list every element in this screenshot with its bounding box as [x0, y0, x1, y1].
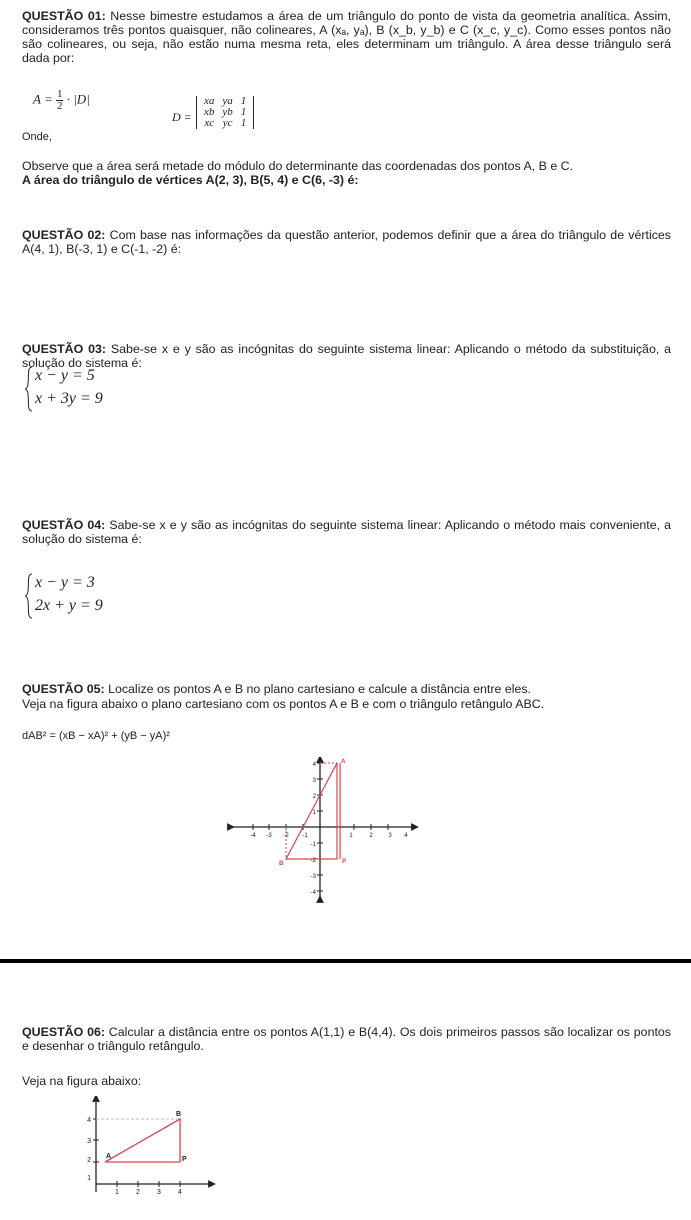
q6-cartesian-graph [72, 1096, 222, 1196]
point-label-a: A [106, 1153, 112, 1160]
page-separator [0, 959, 691, 963]
fraction-numerator: 1 [56, 88, 63, 100]
determinant-matrix [196, 96, 254, 129]
q1-observe: Observe que a área será metade do módulo do determinante das coordenadas dos pontos A, B e C. [22, 159, 574, 173]
det-cell: xa [204, 95, 215, 107]
q3-text: Sabe-se x e y são as incógnitas do seguinte sistema linear: Aplicando o método da substituição, a solução do sistema é: [22, 342, 671, 370]
fraction-denominator: 2 [56, 100, 63, 112]
y-tick-label: -2 [310, 858, 316, 864]
y-tick-label: 3 [87, 1138, 91, 1145]
y-tick-label: 3 [312, 778, 316, 784]
det-cell: 1 [240, 95, 247, 107]
q2-text: Com base nas informações da questão anterior, podemos definir que a área do triângulo de vértices A(4, 1), B(-3, 1) e C(-1, -2) é: [22, 228, 671, 256]
q1-text: Nesse bimestre estudamos a área de um triângulo do ponto de vista da geometria analítica. Assim, consideramos três pontos quaisquer, não colineares, A (xₐ, yₐ), B (x_b, y_b) e C (x_c, y_c). Como esses pontos não são colineares, ou seja, não estão numa mesma reta, eles determinam um triângulo. A área desse triângulo será dada por: [22, 9, 671, 65]
q6-veja: Veja na figura abaixo: [22, 1074, 142, 1088]
y-tick-label: 2 [87, 1157, 91, 1164]
q4-eq1: x − y = 3 [35, 574, 95, 591]
q3-eq2: x + 3y = 9 [35, 390, 103, 407]
q2-paragraph [22, 228, 671, 256]
det-cell: xc [204, 117, 215, 129]
q4-text: Sabe-se x e y são as incógnitas do seguinte sistema linear: Aplicando o método mais conveniente, a solução do sistema é: [22, 518, 671, 546]
point-label-b: B [279, 861, 284, 867]
q5-text: Localize os pontos A e B no plano cartesiano e calcule a distância entre eles. [104, 682, 531, 696]
y-tick-label: -3 [310, 874, 316, 880]
one-half-fraction [56, 89, 64, 112]
point-label-p: P [182, 1156, 187, 1163]
q1-paragraph [22, 9, 671, 65]
q2-label: QUESTÃO 02: [22, 228, 106, 242]
q3-label: QUESTÃO 03: [22, 342, 107, 356]
q3-system [24, 364, 103, 410]
q4-eq2: 2x + y = 9 [35, 597, 103, 614]
right-triangle [105, 1119, 180, 1162]
distance-formula: dAB² = (xB − xA)² + (yB − yA)² [22, 730, 170, 742]
x-tick-label: 4 [404, 833, 408, 839]
y-tick-label: -1 [310, 842, 316, 848]
q4-system [24, 571, 103, 617]
q6-text: Calcular a distância entre os pontos A(1,1) e B(4,4). Os dois primeiros passos são localizar os pontos e desenhar o triângulo retângulo. [22, 1025, 671, 1053]
area-formula-rhs: · |D| [66, 91, 90, 107]
q4-paragraph [22, 518, 671, 546]
x-tick-label: 1 [115, 1189, 119, 1196]
det-cell: 1 [240, 117, 247, 129]
det-cell: xb [204, 106, 215, 118]
q6-label: QUESTÃO 06: [22, 1025, 105, 1039]
det-row [200, 118, 250, 129]
x-tick-label: 3 [388, 833, 392, 839]
x-tick-label: -2 [283, 833, 289, 839]
onde-label: Onde, [22, 131, 52, 143]
point-label-p: P [342, 859, 347, 865]
y-tick-label: -4 [310, 890, 316, 896]
y-tick-label: 4 [312, 762, 316, 768]
x-tick-label: -3 [266, 833, 272, 839]
x-tick-label: 4 [178, 1189, 182, 1196]
q5-cartesian-graph [225, 757, 425, 907]
det-cell: ya [222, 95, 233, 107]
x-tick-label: 2 [136, 1189, 140, 1196]
x-tick-label: 3 [157, 1189, 161, 1196]
q5-line2: Veja na figura abaixo o plano cartesiano com os pontos A e B e com o triângulo retângulo ABC. [22, 697, 545, 711]
q6-paragraph [22, 1025, 671, 1053]
point-label-a: A [341, 759, 346, 765]
q4-label: QUESTÃO 04: [22, 518, 106, 532]
q3-eq1: x − y = 5 [35, 367, 95, 384]
det-cell: yc [222, 117, 233, 129]
y-tick-label: 1 [312, 810, 316, 816]
y-tick-label: 4 [87, 1117, 91, 1124]
x-tick-label: 2 [369, 833, 373, 839]
q5-label: QUESTÃO 05: [22, 682, 105, 696]
determinant-table [200, 96, 250, 129]
y-tick-label: 1 [87, 1175, 91, 1182]
q5-paragraph [22, 682, 671, 696]
left-brace-icon [24, 573, 34, 619]
x-tick-label: -4 [250, 833, 256, 839]
det-label: D = [172, 110, 192, 124]
area-formula-lhs: A = [33, 91, 56, 107]
x-tick-label: -1 [302, 833, 308, 839]
left-brace-icon [24, 366, 34, 412]
q1-question: A área do triângulo de vértices A(2, 3), B(5, 4) e C(6, -3) é: [22, 173, 359, 187]
point-label-b: B [176, 1111, 182, 1118]
x-tick-label: 1 [349, 833, 353, 839]
det-cell: yb [222, 106, 233, 118]
q3-paragraph [22, 342, 671, 370]
q1-label: QUESTÃO 01: [22, 9, 106, 23]
det-cell: 1 [240, 106, 247, 118]
y-tick-label: 2 [312, 794, 316, 800]
area-formula [33, 89, 90, 112]
